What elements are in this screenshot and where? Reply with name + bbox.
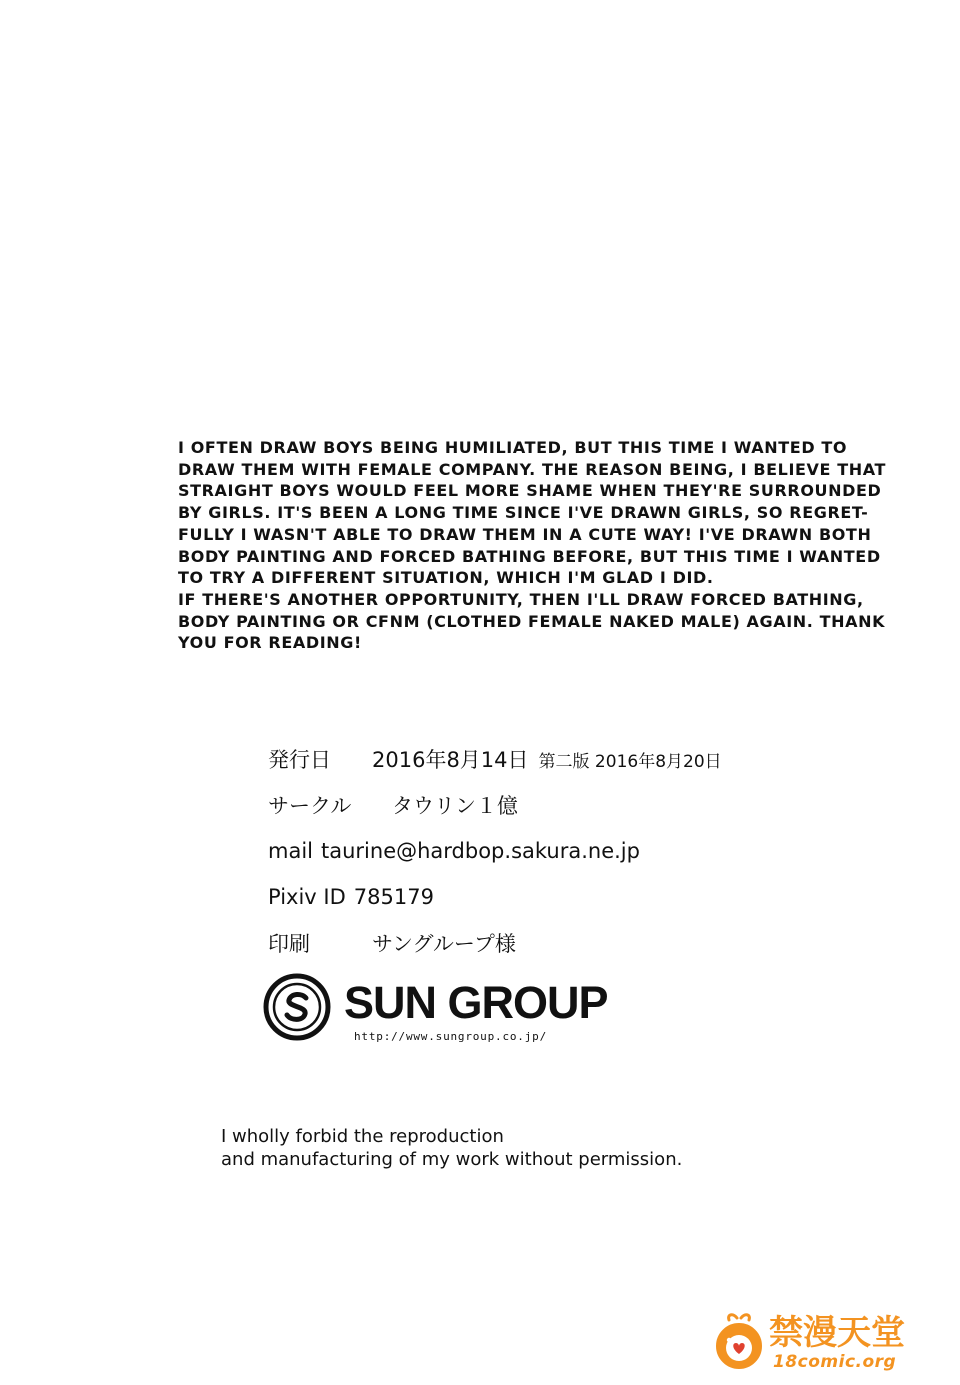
afterword-line: IF THERE'S ANOTHER OPPORTUNITY, THEN I'LL DRAW FORCED BATHING,: [178, 589, 864, 609]
mascot-icon: [707, 1312, 771, 1374]
sun-group-url: http://www.sungroup.co.jp/: [354, 1030, 547, 1043]
circle-label: サークル: [268, 794, 352, 818]
sun-group-emblem-icon: [262, 972, 332, 1042]
sun-group-logo: [262, 972, 642, 1048]
publish-date: 2016年8月14日: [372, 748, 529, 772]
afterword-text: [178, 437, 886, 654]
afterword-line: DRAW THEM WITH FEMALE COMPANY. THE REASON BEING, I BELIEVE THAT: [178, 459, 886, 479]
second-edition-date: 第二版 2016年8月20日: [538, 751, 722, 772]
colophon: [268, 736, 828, 966]
printer-row: [268, 920, 828, 966]
afterword-line: STRAIGHT BOYS WOULD FEEL MORE SHAME WHEN THEY'RE SURROUNDED: [178, 481, 882, 501]
afterword-line: YOU FOR READING!: [178, 633, 362, 653]
printer-label: 印刷: [268, 932, 310, 956]
printer-name: サングループ様: [372, 932, 516, 956]
circle-name: タウリン１億: [392, 794, 518, 818]
afterword-line: BODY PAINTING OR CFNM (CLOTHED FEMALE NAKED MALE) AGAIN. THANK: [178, 611, 886, 631]
site-watermark: [707, 1312, 937, 1374]
afterword-line: FULLY I WASN'T ABLE TO DRAW THEM IN A CUTE WAY! I'VE DRAWN BOTH: [178, 524, 872, 544]
notice-line: I wholly forbid the reproduction: [221, 1126, 504, 1147]
publish-date-row: [268, 736, 828, 782]
afterword-line: I OFTEN DRAW BOYS BEING HUMILIATED, BUT THIS TIME I WANTED TO: [178, 438, 848, 457]
notice-line: and manufacturing of my work without permission.: [221, 1149, 683, 1170]
watermark-title: 禁漫天堂: [769, 1313, 905, 1353]
circle-row: [268, 782, 828, 828]
afterword-line: BODY PAINTING AND FORCED BATHING BEFORE, BUT THIS TIME I WANTED: [178, 546, 881, 566]
publish-date-label: 発行日: [268, 748, 331, 772]
mail-row: [268, 828, 828, 874]
afterword-line: TO TRY A DIFFERENT SITUATION, WHICH I'M GLAD I DID.: [178, 568, 714, 588]
sun-group-wordmark: SUN GROUP: [344, 977, 608, 1028]
pixiv-row: [268, 874, 828, 920]
afterword-line: BY GIRLS. IT'S BEEN A LONG TIME SINCE I'VE DRAWN GIRLS, SO REGRET-: [178, 503, 869, 523]
mail-address: taurine@hardbop.sakura.ne.jp: [321, 839, 640, 863]
pixiv-id: 785179: [353, 885, 434, 909]
watermark-site: 18comic.org: [773, 1352, 897, 1372]
pixiv-label: Pixiv ID: [268, 885, 346, 909]
mail-label: mail: [268, 839, 313, 863]
copyright-notice: [221, 1125, 821, 1171]
